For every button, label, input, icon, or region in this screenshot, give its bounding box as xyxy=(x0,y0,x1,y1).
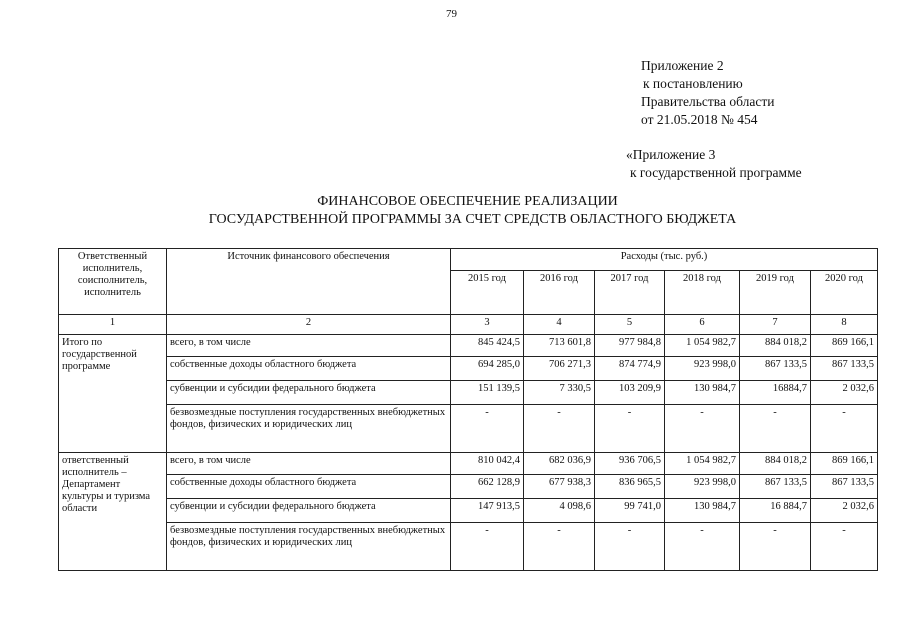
table-row xyxy=(59,523,878,571)
column-number: 1 xyxy=(59,315,167,335)
source-cell: всего, в том числе xyxy=(167,453,451,475)
appendix-line-1: Приложение 2 xyxy=(641,58,724,73)
column-number: 6 xyxy=(665,315,740,335)
column-number: 2 xyxy=(167,315,451,335)
value-cell: 16884,7 xyxy=(740,381,811,405)
value-cell: - xyxy=(665,523,740,571)
header-year: 2019 год xyxy=(740,271,811,315)
table-row xyxy=(59,335,878,357)
value-cell: 867 133,5 xyxy=(811,475,878,499)
value-cell: 2 032,6 xyxy=(811,499,878,523)
value-cell: 7 330,5 xyxy=(524,381,595,405)
value-cell: 884 018,2 xyxy=(740,453,811,475)
value-cell: 923 998,0 xyxy=(665,357,740,381)
value-cell: 923 998,0 xyxy=(665,475,740,499)
value-cell: 867 133,5 xyxy=(740,475,811,499)
value-cell: - xyxy=(740,523,811,571)
table-row xyxy=(59,453,878,475)
value-cell: 936 706,5 xyxy=(595,453,665,475)
appendix-line-3: Правительства области xyxy=(641,94,775,109)
document-title xyxy=(0,193,905,229)
value-cell: - xyxy=(451,523,524,571)
value-cell: - xyxy=(524,405,595,453)
value-cell: 869 166,1 xyxy=(811,335,878,357)
value-cell: - xyxy=(740,405,811,453)
value-cell: 662 128,9 xyxy=(451,475,524,499)
value-cell: 810 042,4 xyxy=(451,453,524,475)
value-cell: - xyxy=(811,405,878,453)
value-cell: 1 054 982,7 xyxy=(665,453,740,475)
value-cell: 867 133,5 xyxy=(811,357,878,381)
value-cell: 713 601,8 xyxy=(524,335,595,357)
value-cell: - xyxy=(595,523,665,571)
header-year: 2020 год xyxy=(811,271,878,315)
column-number: 5 xyxy=(595,315,665,335)
appendix-line-4: от 21.05.2018 № 454 xyxy=(641,112,758,127)
value-cell: 884 018,2 xyxy=(740,335,811,357)
executor-cell: ответственный исполнитель – Департамент культуры и туризма области xyxy=(59,453,167,571)
title-line-2: ГОСУДАРСТВЕННОЙ ПРОГРАММЫ ЗА СЧЕТ СРЕДСТВ ОБЛАСТНОГО БЮДЖЕТА xyxy=(208,212,737,227)
value-cell: 706 271,3 xyxy=(524,357,595,381)
source-cell: собственные доходы областного бюджета xyxy=(167,357,451,381)
value-cell: 16 884,7 xyxy=(740,499,811,523)
value-cell: 869 166,1 xyxy=(811,453,878,475)
header-year: 2018 год xyxy=(665,271,740,315)
financing-table xyxy=(58,248,878,571)
value-cell: 682 036,9 xyxy=(524,453,595,475)
header-year: 2015 год xyxy=(451,271,524,315)
value-cell: - xyxy=(524,523,595,571)
appendix-line-2: к постановлению xyxy=(643,76,743,91)
table-row xyxy=(59,499,878,523)
table-row xyxy=(59,405,878,453)
value-cell: 874 774,9 xyxy=(595,357,665,381)
source-cell: субвенции и субсидии федерального бюджета xyxy=(167,499,451,523)
appendix-inner-line-2: к государственной программе xyxy=(630,165,802,180)
column-number: 3 xyxy=(451,315,524,335)
page-number: 79 xyxy=(446,8,457,20)
value-cell: 845 424,5 xyxy=(451,335,524,357)
header-executor: Ответственный исполнитель, соисполнитель, исполнитель xyxy=(59,249,167,315)
table-row xyxy=(59,357,878,381)
value-cell: 677 938,3 xyxy=(524,475,595,499)
value-cell: 130 984,7 xyxy=(665,499,740,523)
column-number: 7 xyxy=(740,315,811,335)
value-cell: 4 098,6 xyxy=(524,499,595,523)
table-row xyxy=(59,381,878,405)
value-cell: 694 285,0 xyxy=(451,357,524,381)
value-cell: 130 984,7 xyxy=(665,381,740,405)
header-source: Источник финансового обеспечения xyxy=(167,249,451,315)
value-cell: - xyxy=(811,523,878,571)
source-cell: безвозмездные поступления государственных внебюджетных фондов, физических и юридических лиц xyxy=(167,523,451,571)
executor-cell: Итого по государственной программе xyxy=(59,335,167,453)
header-year: 2016 год xyxy=(524,271,595,315)
appendix-header xyxy=(641,57,774,129)
value-cell: 867 133,5 xyxy=(740,357,811,381)
source-cell: всего, в том числе xyxy=(167,335,451,357)
value-cell: - xyxy=(451,405,524,453)
table-row xyxy=(59,475,878,499)
value-cell: - xyxy=(665,405,740,453)
value-cell: 151 139,5 xyxy=(451,381,524,405)
value-cell: - xyxy=(595,405,665,453)
source-cell: безвозмездные поступления государственных внебюджетных фондов, физических и юридических лиц xyxy=(167,405,451,453)
column-number: 4 xyxy=(524,315,595,335)
value-cell: 99 741,0 xyxy=(595,499,665,523)
value-cell: 977 984,8 xyxy=(595,335,665,357)
appendix-inner-line-1: «Приложение 3 xyxy=(626,147,716,162)
value-cell: 836 965,5 xyxy=(595,475,665,499)
value-cell: 103 209,9 xyxy=(595,381,665,405)
value-cell: 1 054 982,7 xyxy=(665,335,740,357)
value-cell: 147 913,5 xyxy=(451,499,524,523)
appendix-inner xyxy=(626,146,802,182)
header-expenses: Расходы (тыс. руб.) xyxy=(451,249,878,271)
title-line-1: ФИНАНСОВОЕ ОБЕСПЕЧЕНИЕ РЕАЛИЗАЦИИ xyxy=(317,194,618,209)
value-cell: 2 032,6 xyxy=(811,381,878,405)
source-cell: собственные доходы областного бюджета xyxy=(167,475,451,499)
source-cell: субвенции и субсидии федерального бюджета xyxy=(167,381,451,405)
column-number: 8 xyxy=(811,315,878,335)
header-year: 2017 год xyxy=(595,271,665,315)
